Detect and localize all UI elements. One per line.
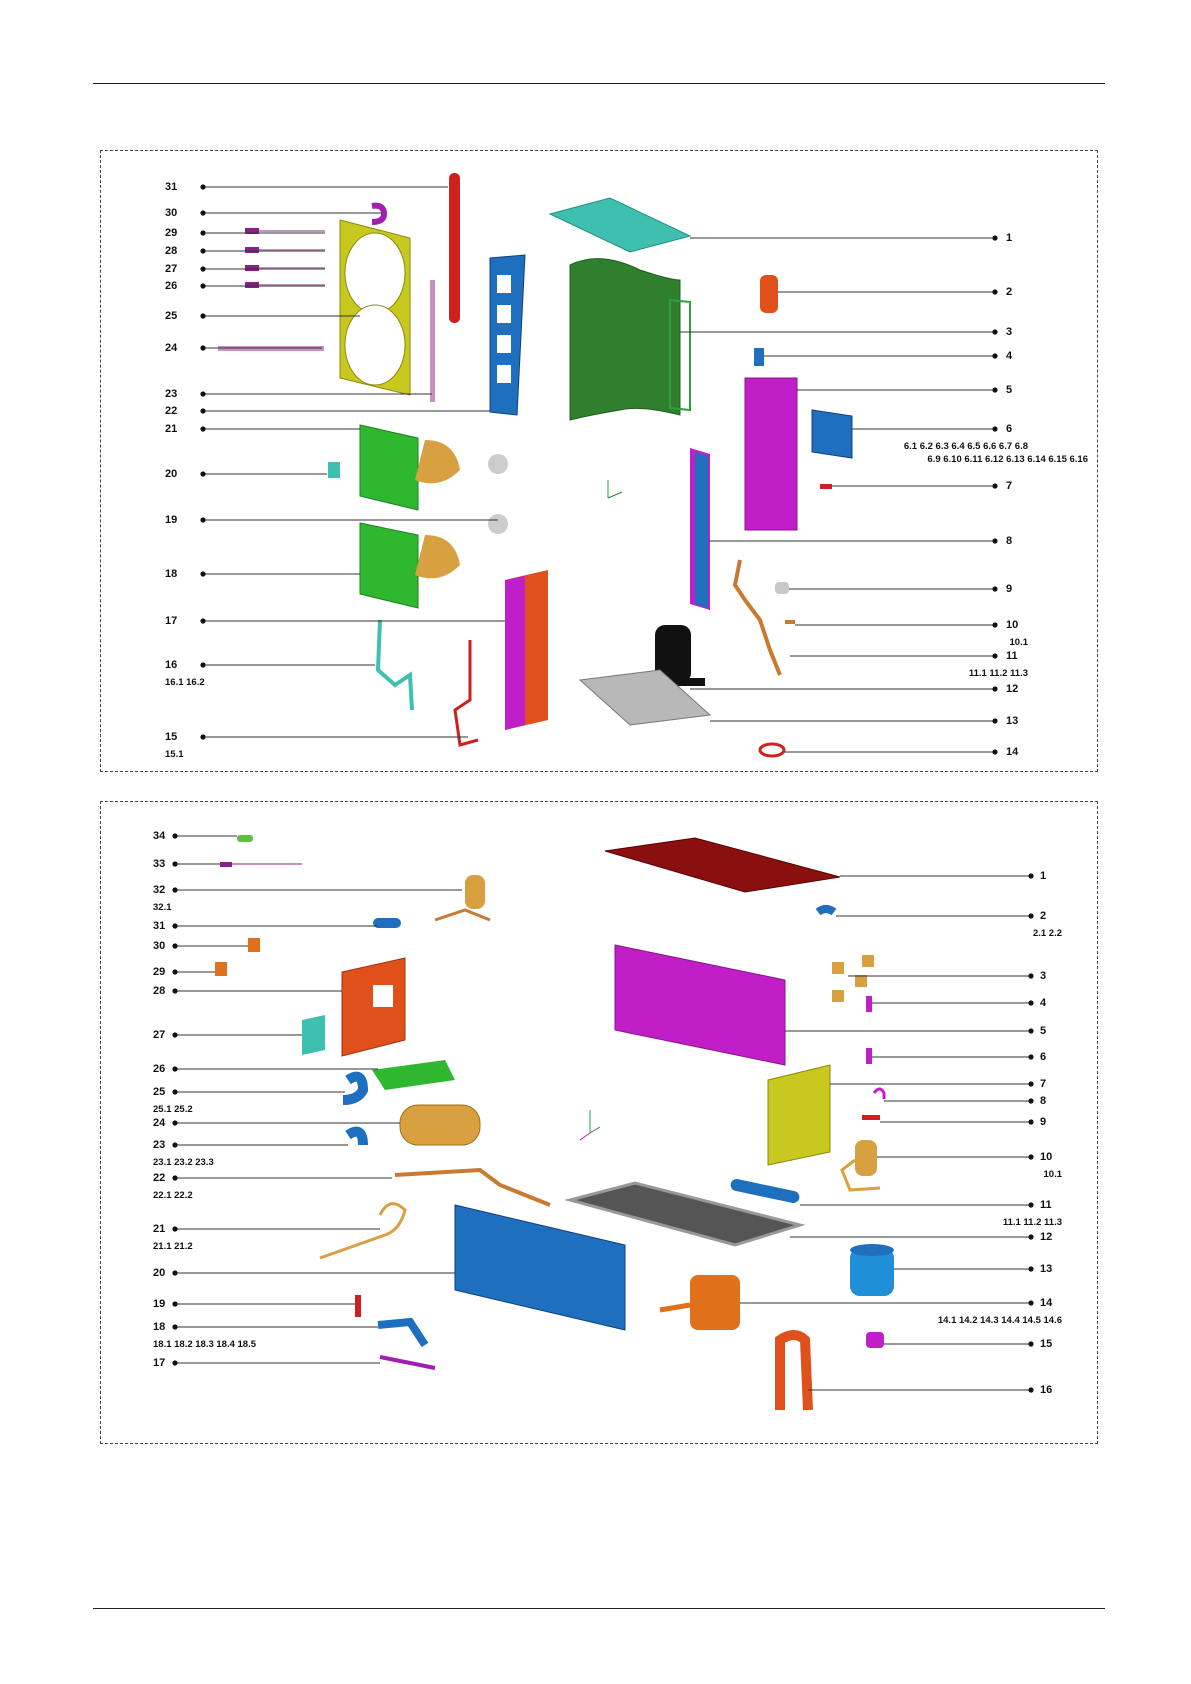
diagram1-leader-left-15-dot (200, 734, 205, 739)
diagram1-leader-left-31-dot (200, 184, 205, 189)
diagram1-label-26: 26 (165, 280, 178, 292)
diagram1-leader-right-2-dot (992, 289, 997, 294)
diagram2-label-r9: 9 (1040, 1116, 1047, 1128)
diagram2-leader-left-24-dot (172, 1120, 177, 1125)
diagram2-sublabel-18: 18.1 18.2 18.3 18.4 18.5 (153, 1339, 257, 1350)
part-d1-fan-a (415, 440, 460, 483)
diagram1-leader-left-25-dot (200, 313, 205, 318)
part-d1-1 (550, 198, 690, 252)
part-d2-3 (832, 955, 874, 1002)
part-d1-wires (245, 228, 325, 288)
diagram2-sublabel-25: 25.1 25.2 (153, 1104, 193, 1115)
part-d2-27 (302, 1015, 325, 1055)
diagram1-label-29: 29 (165, 227, 178, 239)
diagram2-label-r13: 13 (1040, 1263, 1053, 1275)
diagram1-label-r5: 5 (1006, 384, 1013, 396)
diagram1-label-r6: 6 (1006, 423, 1013, 435)
diagram1-label-r3: 3 (1006, 326, 1013, 338)
part-d1-21 (360, 425, 418, 510)
part-d2-9 (862, 1115, 880, 1120)
diagram2-label-r16: 16 (1040, 1384, 1053, 1396)
diagram1-leader-right-13-dot (992, 718, 997, 723)
diagram1-leader-right-4-dot (992, 353, 997, 358)
diagram2-leader-left-23-dot (172, 1142, 177, 1147)
diagram1-label-25: 25 (165, 310, 178, 322)
diagram2-label-26: 26 (153, 1063, 166, 1075)
diagram2-label-19: 19 (153, 1298, 166, 1310)
diagram2-leader-left-34-dot (172, 833, 177, 838)
diagram1-sublabel-16: 16.1 16.2 (165, 677, 205, 688)
axis-markers (580, 480, 622, 1140)
diagram2-leader-left-27-dot (172, 1032, 177, 1037)
diagram2-leader-right-11-dot (1028, 1202, 1033, 1207)
part-d2-17 (380, 1357, 435, 1368)
diagram1-label-r7: 7 (1006, 480, 1013, 492)
part-d2-24 (400, 1105, 480, 1145)
diagram2-label-r11: 11 (1040, 1199, 1052, 1211)
part-d2-19 (355, 1295, 361, 1317)
diagram1-label-r11: 11 (1006, 650, 1018, 662)
diagram2-leader-right-14-dot (1028, 1300, 1033, 1305)
diagram2-label-r12: 12 (1040, 1231, 1053, 1243)
part-d2-10 (855, 1140, 877, 1176)
diagram2-leader-left-19-dot (172, 1301, 177, 1306)
diagram1-leader-right-10-dot (992, 622, 997, 627)
part-d1-2 (760, 275, 778, 313)
part-d2-1 (605, 838, 840, 892)
part-d2-26 (372, 1060, 455, 1090)
diagram2-label-20: 20 (153, 1267, 166, 1279)
part-d1-fan-b (415, 535, 460, 578)
part-d2-11 (730, 1178, 801, 1204)
part-d1-30 (372, 206, 384, 222)
part-d2-14 (660, 1275, 740, 1330)
diagram2-leader-left-33-dot (172, 861, 177, 866)
part-d2-15 (866, 1332, 884, 1348)
diagram2-leader-left-20-dot (172, 1270, 177, 1275)
part-d2-32 (435, 875, 490, 920)
diagram2-label-28: 28 (153, 985, 166, 997)
part-d1-4 (754, 348, 764, 366)
diagram2-leader-right-3-dot (1028, 973, 1033, 978)
diagram2-label-27: 27 (153, 1029, 166, 1041)
diagram2-sublabel-32: 32.1 (153, 902, 172, 913)
diagram1-sublabel-r10: 10.1 (1009, 637, 1028, 648)
part-d1-motor-a (488, 454, 508, 474)
diagram1-leader-left-27-dot (200, 266, 205, 271)
diagram2-sublabel-r11: 11.1 11.2 11.3 (1002, 1217, 1062, 1228)
diagram1-label-16: 16 (165, 659, 178, 671)
diagram1-leader-left-22-dot (200, 408, 205, 413)
diagram1-label-19: 19 (165, 514, 178, 526)
diagram2-label-25: 25 (153, 1086, 166, 1098)
diagram1-leader-left-26-dot (200, 283, 205, 288)
part-d2-5 (615, 945, 785, 1065)
diagram2-leader-right-16-dot (1028, 1387, 1033, 1392)
part-d1-31 (449, 173, 460, 323)
diagram1-label-30: 30 (165, 207, 178, 219)
diagram1-label-22: 22 (165, 405, 178, 417)
diagram1-leader-left-17-dot (200, 618, 205, 623)
diagram2-label-r1: 1 (1040, 870, 1047, 882)
diagram1-label-r4: 4 (1006, 350, 1013, 362)
diagram2-leader-right-7-dot (1028, 1081, 1033, 1086)
diagram2-label-r6: 6 (1040, 1051, 1047, 1063)
diagram2-leader-left-18-dot (172, 1324, 177, 1329)
part-d1-23 (430, 280, 435, 402)
diagram1-label-r14: 14 (1006, 746, 1019, 758)
part-d1-18 (360, 523, 418, 608)
diagram1-leader-left-29-dot (200, 230, 205, 235)
diagram2-label-r3: 3 (1040, 970, 1047, 982)
diagram1-leader-right-14-dot (992, 749, 997, 754)
part-d1-5 (745, 378, 797, 530)
part-d1-3 (570, 259, 690, 420)
diagram2-label-r15: 15 (1040, 1338, 1053, 1350)
diagram1-leader-left-19-dot (200, 517, 205, 522)
diagram1-label-24: 24 (165, 342, 178, 354)
part-d1-22 (490, 255, 525, 415)
diagram2-label-r14: 14 (1040, 1297, 1053, 1309)
diagram2-leader-right-4-dot (1028, 1000, 1033, 1005)
diagram2-leader-left-21-dot (172, 1226, 177, 1231)
part-d1-15 (455, 640, 478, 745)
diagram2-label-r5: 5 (1040, 1025, 1047, 1037)
diagram2-label-17: 17 (153, 1357, 166, 1369)
diagram2-label-22: 22 (153, 1172, 166, 1184)
diagram1-label-r9: 9 (1006, 583, 1013, 595)
part-d2-34 (237, 835, 253, 842)
diagram1-label-23: 23 (165, 388, 178, 400)
diagram2-leader-left-26-dot (172, 1066, 177, 1071)
diagram2-label-r10: 10 (1040, 1151, 1053, 1163)
diagram1-label-28: 28 (165, 245, 178, 257)
diagram1-label-r1: 1 (1006, 232, 1013, 244)
diagram2-leader-left-17-dot (172, 1360, 177, 1365)
diagram2-sublabel-r2: 2.1 2.2 (1032, 928, 1062, 939)
diagram1-leader-right-5-dot (992, 387, 997, 392)
part-d1-24 (218, 346, 324, 351)
diagram2-label-34: 34 (153, 830, 166, 842)
diagram2-leader-left-29-dot (172, 969, 177, 974)
part-d2-20 (455, 1205, 625, 1330)
diagram1-label-r12: 12 (1006, 683, 1019, 695)
diagram1-leader-left-16-dot (200, 662, 205, 667)
diagram2-label-30: 30 (153, 940, 166, 952)
diagram1-leader-left-20-dot (200, 471, 205, 476)
diagram1-label-21: 21 (165, 423, 178, 435)
part-d1-6 (812, 410, 852, 458)
part-d2-23 (348, 1132, 363, 1145)
diagram2-label-r4: 4 (1040, 997, 1047, 1009)
diagram1-leader-left-21-dot (200, 426, 205, 431)
part-d2-33a (220, 862, 232, 867)
part-d2-8 (874, 1089, 884, 1099)
part-d1-25 (340, 220, 410, 395)
part-d1-16 (378, 620, 412, 710)
part-d2-13 (850, 1244, 894, 1296)
diagram2-leader-right-1-dot (1028, 873, 1033, 878)
part-d1-17 (505, 570, 548, 730)
part-d2-29 (215, 962, 227, 976)
part-d1-11 (735, 560, 780, 675)
diagram1-label-15: 15 (165, 731, 178, 743)
diagram2-leader-right-2-dot (1028, 913, 1033, 918)
diagram1-label-18: 18 (165, 568, 178, 580)
diagram1-label-31: 31 (165, 181, 178, 193)
part-d2-31 (373, 918, 401, 928)
part-d2-25 (343, 1077, 363, 1100)
part-d1-9 (775, 582, 789, 594)
diagram2-label-33: 33 (153, 858, 166, 870)
diagram2-leader-right-15-dot (1028, 1341, 1033, 1346)
diagram2-sublabel-r10: 10.1 (1043, 1169, 1062, 1180)
diagram2-leader-right-5-dot (1028, 1028, 1033, 1033)
diagram1-leader-left-24-dot (200, 345, 205, 350)
diagram1-leader-left-30-dot (200, 210, 205, 215)
diagram2-leader-right-10-dot (1028, 1154, 1033, 1159)
diagram1-label-r8: 8 (1006, 535, 1013, 547)
diagram2-leader-right-12-dot (1028, 1234, 1033, 1239)
part-d1-8 (690, 448, 710, 610)
diagram2-label-18: 18 (153, 1321, 166, 1333)
diagram1-label-20: 20 (165, 468, 178, 480)
part-d2-21 (320, 1204, 405, 1258)
diagram2-leader-left-32-dot (172, 887, 177, 892)
diagram2-sublabel-23: 23.1 23.2 23.3 (153, 1157, 214, 1168)
part-d2-6 (866, 1048, 872, 1064)
diagram2-leader-right-9-dot (1028, 1119, 1033, 1124)
part-d2-4 (866, 996, 872, 1012)
diagram1-leader-right-8-dot (992, 538, 997, 543)
diagram1-leader-right-6-dot (992, 426, 997, 431)
diagram1-leader-left-18-dot (200, 571, 205, 576)
part-d1-20 (328, 462, 340, 478)
diagram2-leader-right-13-dot (1028, 1266, 1033, 1271)
diagram2-leader-right-6-dot (1028, 1054, 1033, 1059)
diagram1-leader-left-23-dot (200, 391, 205, 396)
part-d2-2 (818, 909, 834, 912)
part-d2-28 (342, 958, 405, 1056)
diagram2-sublabel-r14: 14.1 14.2 14.3 14.4 14.5 14.6 (937, 1315, 1062, 1326)
diagram2-leader-left-30-dot (172, 943, 177, 948)
diagram1-label-27: 27 (165, 263, 178, 275)
part-d2-18 (378, 1322, 425, 1345)
part-d2-30 (248, 938, 260, 952)
part-d2-22 (395, 1170, 550, 1205)
diagram2-label-21: 21 (153, 1223, 166, 1235)
diagram1-leader-right-12-dot (992, 686, 997, 691)
diagram2-label-29: 29 (153, 966, 166, 978)
diagram1-label-r13: 13 (1006, 715, 1019, 727)
diagram1-label-r10: 10 (1006, 619, 1019, 631)
diagram1-leader-right-3-dot (992, 329, 997, 334)
diagram1-leader-right-7-dot (992, 483, 997, 488)
part-d1-14 (760, 744, 784, 756)
part-d1-19 (488, 514, 508, 534)
diagram1-sublabel2-r6: 6.9 6.10 6.11 6.12 6.13 6.14 6.15 6.16 (927, 454, 1088, 465)
part-d2-7 (768, 1065, 830, 1165)
diagram1-sublabel-15: 15.1 (165, 749, 184, 760)
diagram2-label-32: 32 (153, 884, 166, 896)
part-d1-7 (820, 484, 832, 489)
diagram1-leader-right-9-dot (992, 586, 997, 591)
diagram2-leader-left-28-dot (172, 988, 177, 993)
diagram1-sublabel-r11: 11.1 11.2 11.3 (968, 668, 1028, 679)
diagram1-leader-right-1-dot (992, 235, 997, 240)
diagram2-leader-left-31-dot (172, 923, 177, 928)
diagram2-parts (215, 835, 894, 1410)
diagram1-leader-left-28-dot (200, 248, 205, 253)
diagram1-label-r2: 2 (1006, 286, 1013, 298)
diagram1-leader-right-11-dot (992, 653, 997, 658)
diagram2-label-r2: 2 (1040, 910, 1047, 922)
diagram1-parts (218, 173, 852, 756)
diagram2-label-r8: 8 (1040, 1095, 1047, 1107)
diagram1-sublabel-r6: 6.1 6.2 6.3 6.4 6.5 6.6 6.7 6.8 (903, 441, 1028, 452)
diagram2-leader-left-25-dot (172, 1089, 177, 1094)
diagram2-label-31: 31 (153, 920, 166, 932)
diagram1-label-17: 17 (165, 615, 178, 627)
diagram2-sublabel-22: 22.1 22.2 (153, 1190, 193, 1201)
diagram2-label-r7: 7 (1040, 1078, 1047, 1090)
diagram2-leader-left-22-dot (172, 1175, 177, 1180)
diagram2-label-24: 24 (153, 1117, 166, 1129)
part-d2-16 (780, 1335, 808, 1410)
diagram2-sublabel-21: 21.1 21.2 (153, 1241, 193, 1252)
diagram2-label-23: 23 (153, 1139, 166, 1151)
diagram2-leader-right-8-dot (1028, 1098, 1033, 1103)
